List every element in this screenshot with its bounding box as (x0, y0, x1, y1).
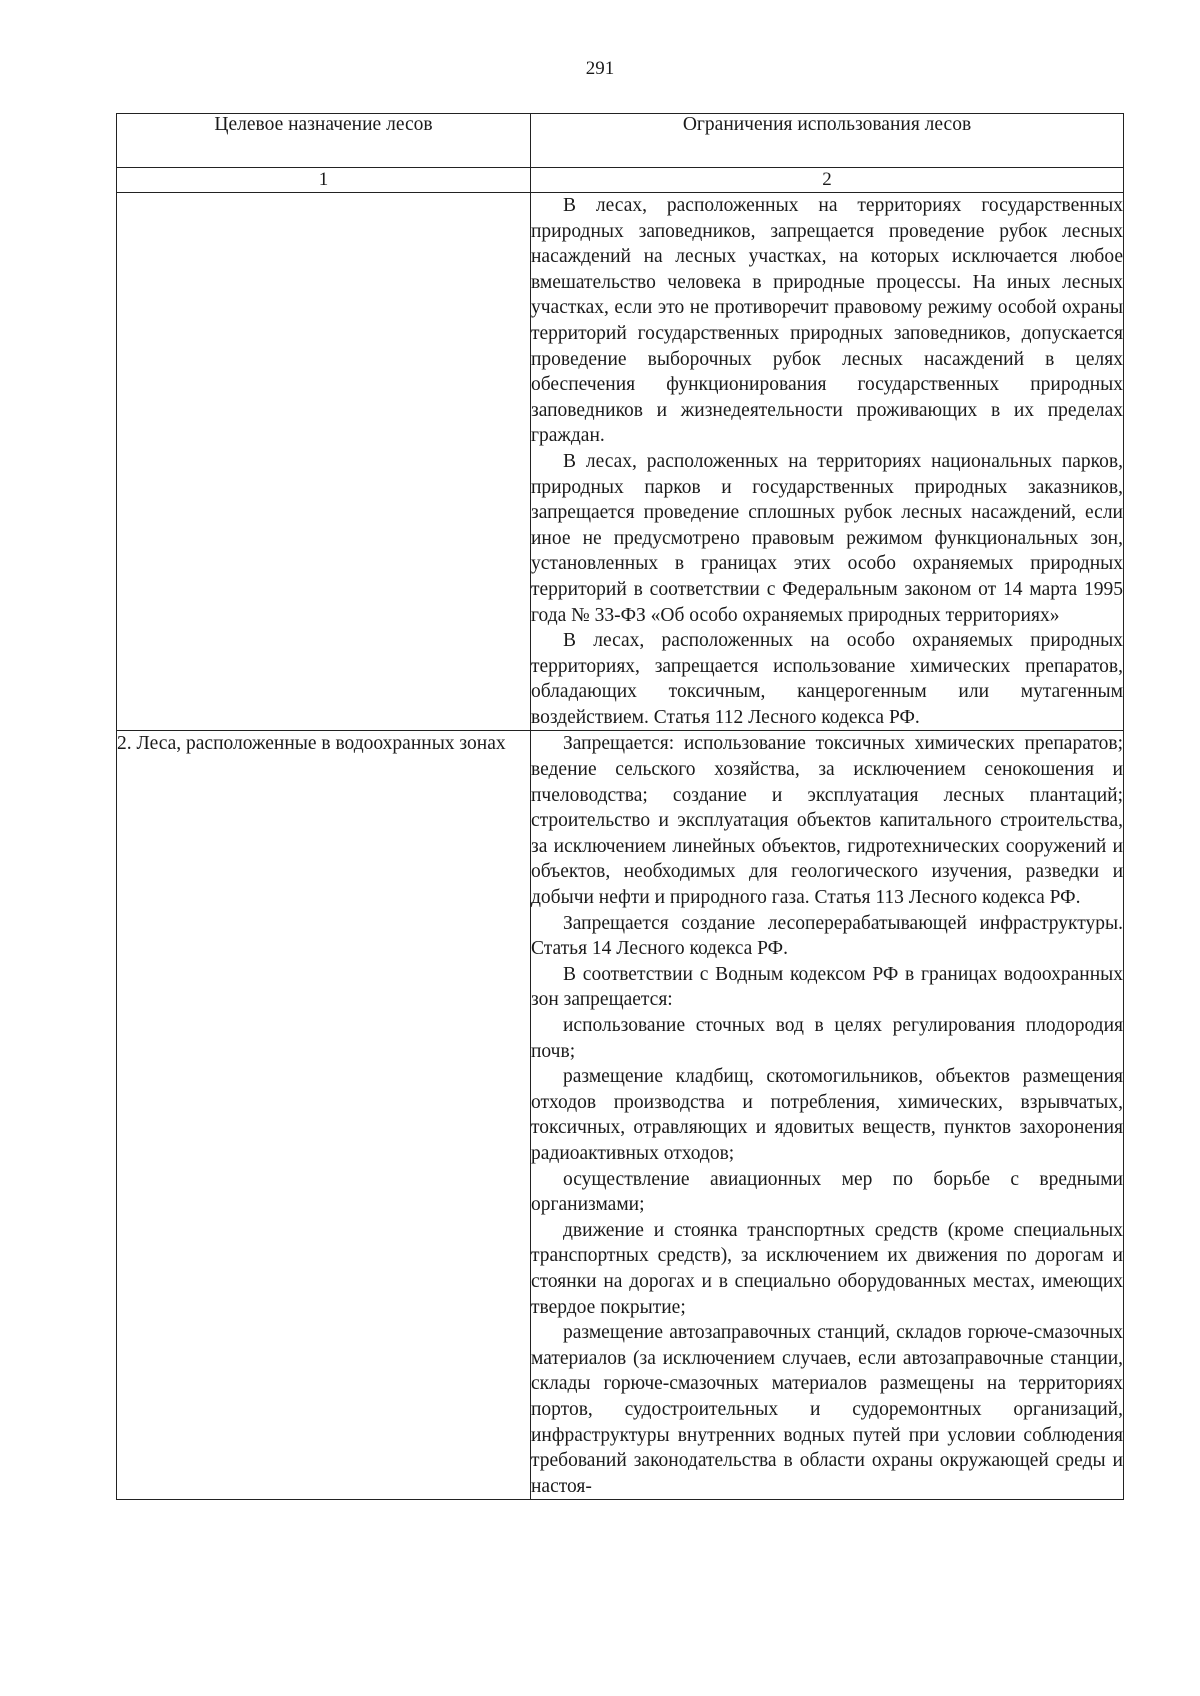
restrictions-cell (531, 731, 1124, 1500)
purpose-cell: 2. Леса, расположенные в водоохранных зонах (117, 731, 531, 1500)
restriction-paragraph: В лесах, расположенных на территориях государственных природных заповедников, запрещается проведение рубок лесных насаждений на лесных участках, на которых исключается любое вмешательство человека в природные процессы. На иных лесных участках, если это не противоречит правовому режиму особой охраны территорий государственных природных заповедников, допускается проведение выборочных рубок лесных насаждений в целях обеспечения функционирования государственных природных заповедников и жизнедеятельности проживающих в их пределах граждан. (531, 195, 1123, 447)
table-row (117, 731, 1124, 1500)
restriction-paragraph: Запрещается: использование токсичных химических препаратов; ведение сельского хозяйства, за исключением сенокошения и пчеловодства; создание и эксплуатация лесных плантаций; строительство и эксплуатация объектов капитального строительства, за исключением линейных объектов, гидротехнических сооружений и объектов, необходимых для геологического изучения, разведки и добычи нефти и природного газа. Статья 113 Лесного кодекса РФ. (531, 733, 1123, 909)
restriction-paragraph: размещение автозаправочных станций, складов горюче-смазочных материалов (за исключением случаев, если автозаправочные станции, склады горюче-смазочных материалов размещены на территориях портов, судостроительных и судоремонтных организаций, инфраструктуры внутренних водных путей при условии соблюдения требований законодательства в области охраны окружающей среды и настоя- (531, 1322, 1123, 1497)
table-header-row (117, 114, 1124, 168)
restriction-paragraph: В лесах, расположенных на территориях национальных парков, природных парков и государственных природных заказников, запрещается проведение сплошных рубок лесных насаждений, если иное не предусмотрено правовым режимом функциональных зон, установленных в границах этих особо охраняемых природных территорий в соответствии с Федеральным законом от 14 марта 1995 года № 33-ФЗ «Об особо охраняемых природных территориях» (531, 450, 1123, 626)
restrictions-cell (531, 193, 1124, 731)
restriction-paragraph: В соответствии с Водным кодексом РФ в границах водоохранных зон запрещается: (531, 963, 1123, 1011)
restriction-paragraph: использование сточных вод в целях регулирования плодородия почв; (531, 1015, 1123, 1062)
column-number-1: 1 (117, 168, 531, 193)
table-row (117, 193, 1124, 731)
column-header-purpose: Целевое назначение лесов (117, 114, 531, 168)
restriction-paragraph: движение и стоянка транспортных средств (кроме специальных транспортных средств), за исключением их движения по дорогам и стоянки на дорогах и в специально оборудованных местах, имеющих твердое покрытие; (531, 1219, 1123, 1318)
restriction-paragraph: Запрещается создание лесоперерабатывающей инфраструктуры. Статья 14 Лесного кодекса РФ. (531, 912, 1123, 960)
column-number-row (117, 168, 1124, 193)
restrictions-table (116, 113, 1124, 1500)
column-number-2: 2 (531, 168, 1124, 193)
restriction-paragraph: размещение кладбищ, скотомогильников, объектов размещения отходов производства и потребления, химических, взрывчатых, токсичных, отравляющих и ядовитых веществ, пунктов захоронения радиоактивных отходов; (531, 1066, 1123, 1164)
restriction-paragraph: осуществление авиационных мер по борьбе с вредными организмами; (531, 1168, 1123, 1216)
purpose-cell (117, 193, 531, 731)
page-number: 291 (585, 58, 615, 79)
column-header-restrictions: Ограничения использования лесов (531, 114, 1124, 168)
restriction-paragraph: В лесах, расположенных на особо охраняемых природных территориях, запрещается использование химических препаратов, обладающих токсичным, канцерогенным или мутагенным воздействием. Статья 112 Лесного кодекса РФ. (531, 630, 1123, 728)
